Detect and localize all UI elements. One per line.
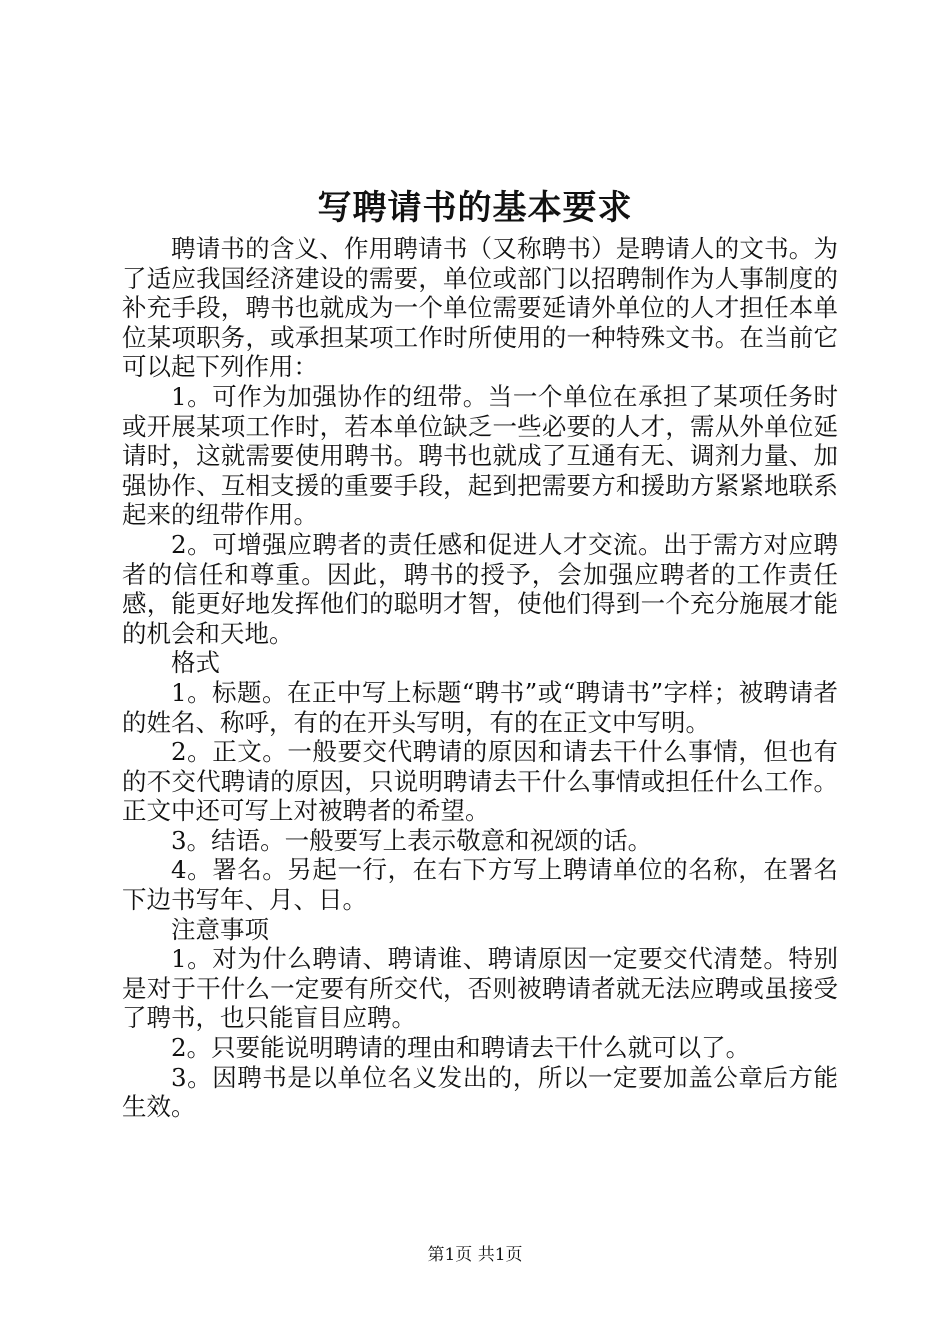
paragraph-format-1: 1。标题。在正中写上标题“聘书”或“聘请书”字样；被聘请者的姓名、称呼，有的在开头写明，有的在正文中写明。 — [122, 677, 838, 737]
section-heading-notes: 注意事项 — [171, 914, 269, 944]
paragraph-format-2: 2。正文。一般要交代聘请的原因和请去干什么事情，但也有的不交代聘请的原因，只说明聘请去干什么事情或担任什么工作。正文中还可写上对被聘者的希望。 — [122, 737, 838, 826]
document-body — [122, 234, 838, 1122]
paragraph-format-3: 3。结语。一般要写上表示敬意和祝颂的话。 — [171, 825, 653, 855]
page-footer: 第1页 共1页 — [427, 1245, 523, 1265]
paragraph-note-1: 1。对为什么聘请、聘请谁、聘请原因一定要交代清楚。特别是对于干什么一定要有所交代，否则被聘请者就无法应聘或虽接受了聘书，也只能盲目应聘。 — [122, 944, 838, 1033]
paragraph-intro: 聘请书的含义、作用聘请书（又称聘书）是聘请人的文书。为了适应我国经济建设的需要，单位或部门以招聘制作为人事制度的补充手段，聘书也就成为一个单位需要延请外单位的人才担任本单位某项职务，或承担某项工作时所使用的一种特殊文书。在当前它可以起下列作用： — [122, 234, 838, 382]
paragraph-note-3: 3。因聘书是以单位名义发出的，所以一定要加盖公章后方能生效。 — [122, 1062, 838, 1122]
section-heading-format: 格式 — [171, 648, 220, 678]
paragraph-note-2: 2。只要能说明聘请的理由和聘请去干什么就可以了。 — [171, 1033, 751, 1063]
paragraph-item-2: 2。可增强应聘者的责任感和促进人才交流。出于需方对应聘者的信任和尊重。因此，聘书的授予，会加强应聘者的工作责任感，能更好地发挥他们的聪明才智，使他们得到一个充分施展才能的机会和天地。 — [122, 529, 838, 648]
document-title: 写聘请书的基本要求 — [317, 188, 633, 228]
paragraph-item-1: 1。可作为加强协作的纽带。当一个单位在承担了某项任务时或开展某项工作时，若本单位缺乏一些必要的人才，需从外单位延请时，这就需要使用聘书。聘书也就成了互通有无、调剂力量、加强协作、互相支援的重要手段，起到把需要方和援助方紧紧地联系起来的纽带作用。 — [122, 381, 838, 530]
paragraph-format-4: 4。署名。另起一行，在右下方写上聘请单位的名称，在署名下边书写年、月、日。 — [122, 855, 838, 915]
